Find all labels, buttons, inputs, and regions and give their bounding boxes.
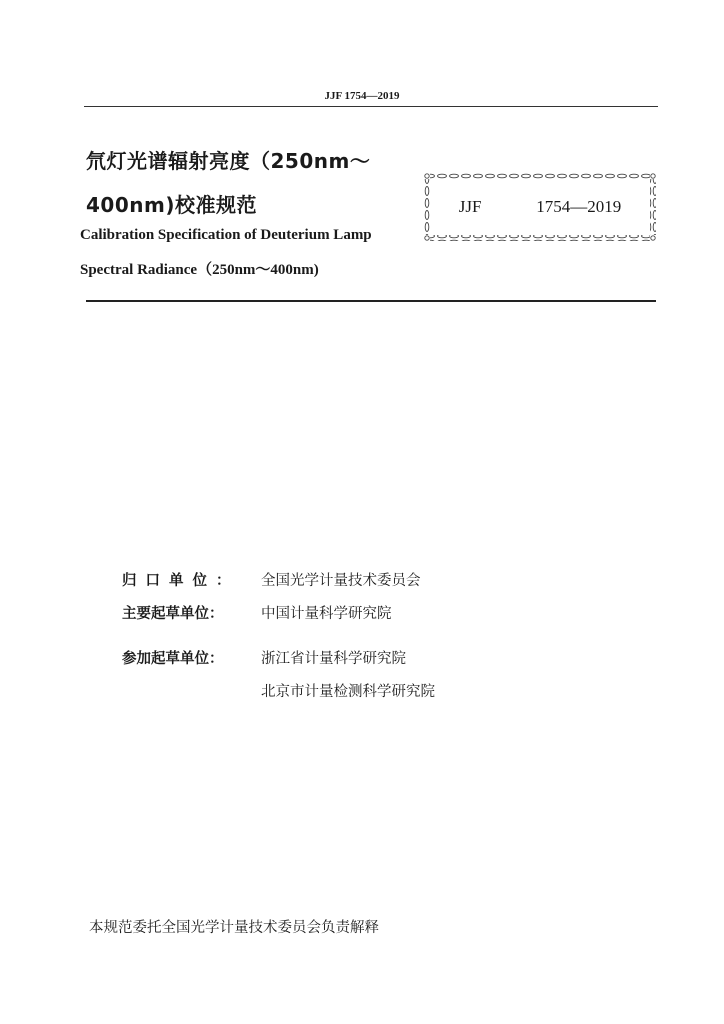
title-chinese-line2: 400nm)校准规范 xyxy=(86,193,257,217)
interpretation-note: 本规范委托全国光学计量技术委员会负责解释 xyxy=(89,920,379,936)
standard-code-text xyxy=(424,179,656,235)
main-drafting-unit-label: 主要起草单位： xyxy=(122,606,224,622)
participating-unit-value-2: 北京市计量检测科学研究院 xyxy=(261,684,435,700)
title-chinese-line1: 氘灯光谱辐射亮度（250nm～ xyxy=(86,149,371,173)
standard-code-prefix: JJF xyxy=(458,197,482,216)
title-divider-rule xyxy=(86,300,656,302)
running-header-code: JJF 1754—2019 xyxy=(324,90,400,102)
main-drafting-unit-value: 中国计量科学研究院 xyxy=(261,606,392,622)
title-english-line2: Spectral Radiance（250nm～400nm) xyxy=(80,262,319,278)
title-english-line1: Calibration Specification of Deuterium Lamp xyxy=(80,227,372,243)
participating-unit-label: 参加起草单位： xyxy=(122,651,224,667)
responsible-unit-value: 全国光学计量技术委员会 xyxy=(261,573,421,589)
header-rule xyxy=(84,106,658,107)
standard-code-number: 1754—2019 xyxy=(536,197,622,216)
participating-unit-value-1: 浙江省计量科学研究院 xyxy=(261,651,406,667)
responsible-unit-label: 归口单位： xyxy=(122,573,240,589)
standard-code-box xyxy=(424,173,656,243)
